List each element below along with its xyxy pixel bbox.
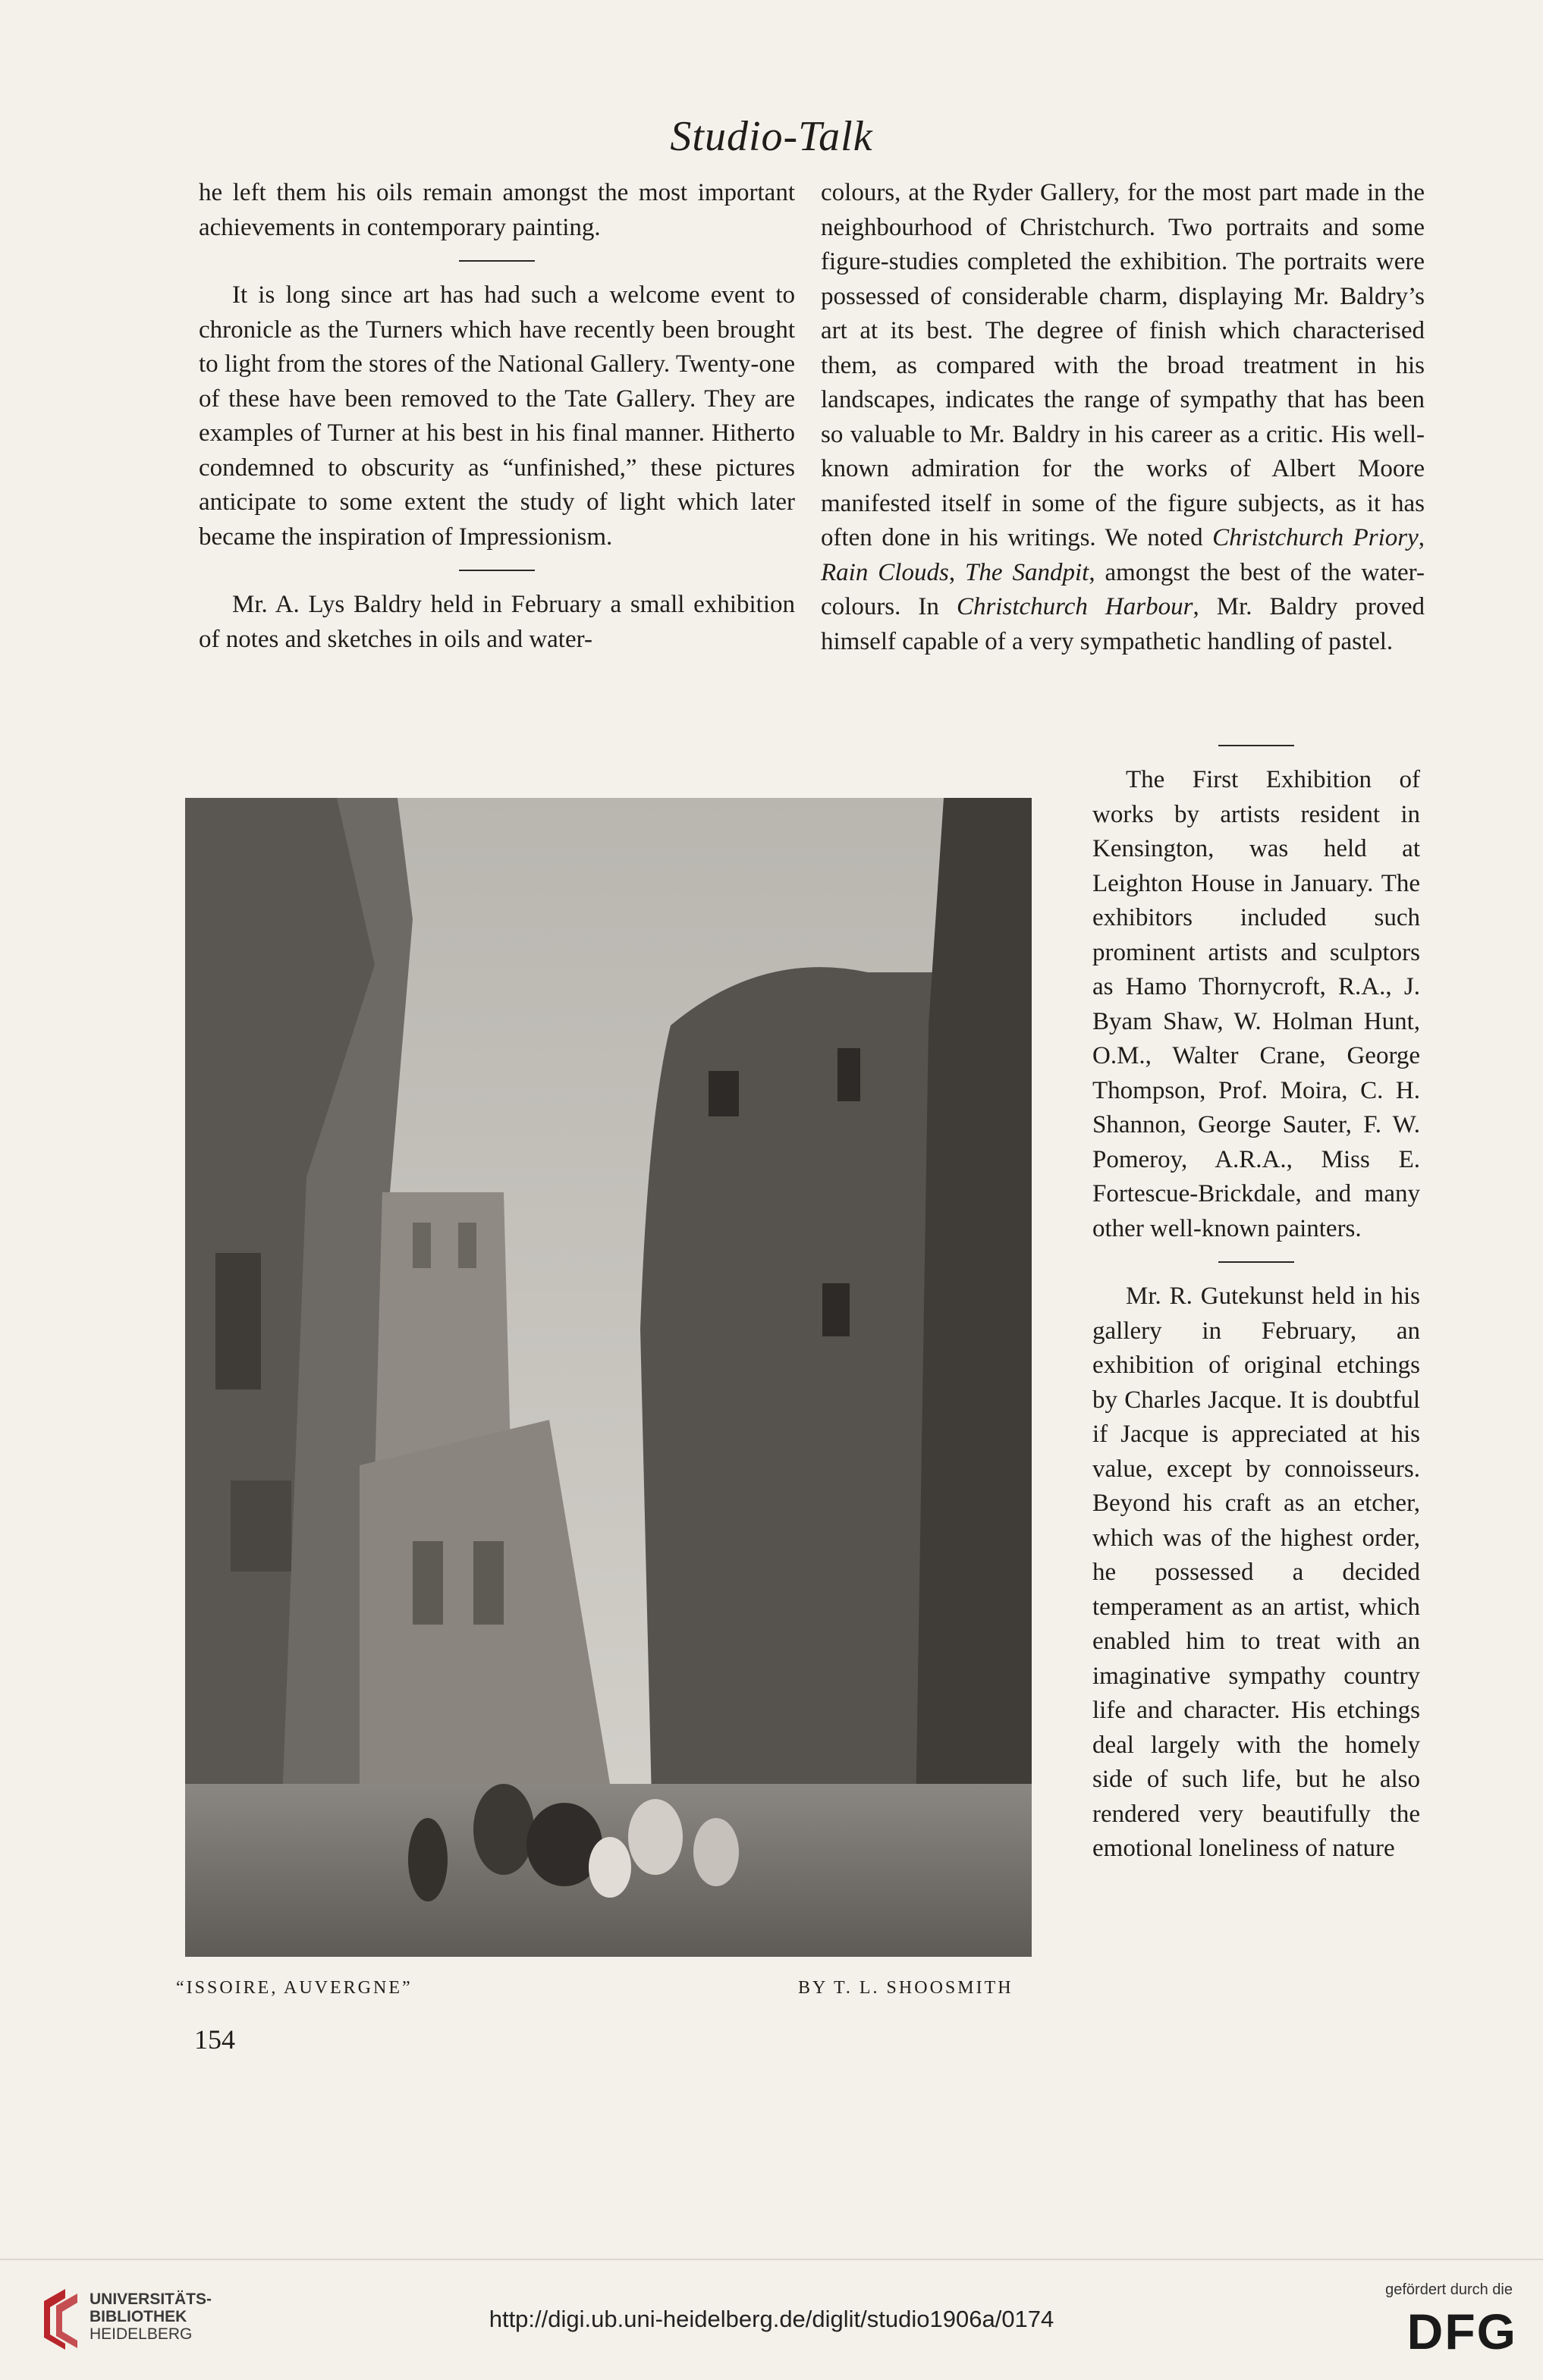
narrow-column	[1092, 758, 1420, 1867]
paragraph: It is long since art has had such a welcome event to chronicle as the Turners which have recently been brought to light from the stores of the National Gallery. Twenty-one of these have been removed to the Tate Gallery. They are examples of Turner at his best in his final manner. Hitherto condemned to obscurity as “unfinished,” these pictures anticipate to some extent the study of light which later became the inspiration of Impressionism.	[199, 281, 795, 551]
paragraph: Mr. R. Gutekunst held in his gallery in February, an exhibition of original etchings by Charles Jacque. It is doubtful if Jacque is appreciated at his value, except by connoisseurs. Beyond his craft as an etcher, which was of the highest order, he possessed a decided temperament as an artist, which enabled him to treat with an imaginative sympathy country life and character. His etchings deal largely with the homely side of such life, but he also rendered very beautifully the emotional loneliness of nature	[1092, 1283, 1420, 1862]
digitization-footer	[0, 2259, 1543, 2380]
figure-caption-artist: BY T. L. SHOOSMITH	[798, 1978, 1013, 1998]
text-run: , Mr. Baldry proved himself capable of a very sympathetic handling of pastel.	[821, 593, 1425, 655]
text-run: ,	[948, 558, 966, 586]
section-divider	[459, 260, 535, 262]
paragraph: The First Exhibition of works by artists resident in Kensington, was held at Leighton House in January. The exhibitors included such prominent artists and sculptors as Hamo Thornycroft, R.A., J. Byam Shaw, W. Holman Hunt, O.M., Walter Crane, George Thompson, Prof. Moira, C. H. Shannon, George Sauter, F. W. Pomeroy, A.R.A., Miss E. Fortescue-Brickdale, and many other well-known painters.	[1092, 766, 1420, 1242]
paragraph	[821, 176, 1425, 659]
figure-caption-title: “ISSOIRE, AUVERGNE”	[176, 1978, 413, 1998]
library-name-line: UNIVERSITÄTS-	[90, 2291, 212, 2308]
section-divider	[1218, 1261, 1294, 1263]
library-name-line: HEIDELBERG	[90, 2325, 193, 2343]
artwork-title: Rain Clouds	[821, 558, 949, 586]
right-column	[821, 176, 1425, 659]
section-divider	[1218, 745, 1294, 746]
funding-label: gefördert durch die	[1385, 2281, 1513, 2298]
running-title: Studio-Talk	[670, 113, 873, 160]
source-url-link[interactable]: http://digi.ub.uni-heidelberg.de/diglit/studio1906a/0174	[489, 2306, 1054, 2332]
section-divider	[459, 570, 535, 571]
watercolour-street-scene	[185, 798, 1032, 1957]
artwork-title: The Sandpit	[965, 558, 1089, 586]
paragraph: he left them his oils remain amongst the most important achievements in contemporary painting.	[199, 179, 795, 241]
text-run: , amongst the best of the water-colours. In	[821, 558, 1425, 620]
paragraph: Mr. A. Lys Baldry held in February a small exhibition of notes and sketches in oils and water-	[199, 591, 795, 653]
artwork-title: Christchurch Harbour	[956, 593, 1193, 620]
artwork-title: Christchurch Priory	[1212, 524, 1419, 551]
page-number: 154	[194, 2024, 235, 2055]
library-name-line: BIBLIOTHEK	[90, 2308, 187, 2325]
illustration-issoire-auvergne	[185, 798, 1032, 1957]
text-run: ,	[1418, 524, 1425, 551]
left-column	[199, 176, 795, 657]
text-run: colours, at the Ryder Gallery, for the most part made in the neighbourhood of Christchurch. Two portraits and some figure-studies completed the exhibition. The portraits were possessed of considerable charm, displaying Mr. Baldry’s art at its best. The degree of finish which characterised them, as compared with the broad treatment in his landscapes, indicates the range of sympathy that has been so valuable to Mr. Baldry in his career as a critic. His well-known admiration for the works of Albert Moore manifested itself in some of the figure subjects, as it has often done in his writings. We noted	[821, 179, 1425, 551]
dfg-logo: DFG	[1406, 2303, 1517, 2360]
